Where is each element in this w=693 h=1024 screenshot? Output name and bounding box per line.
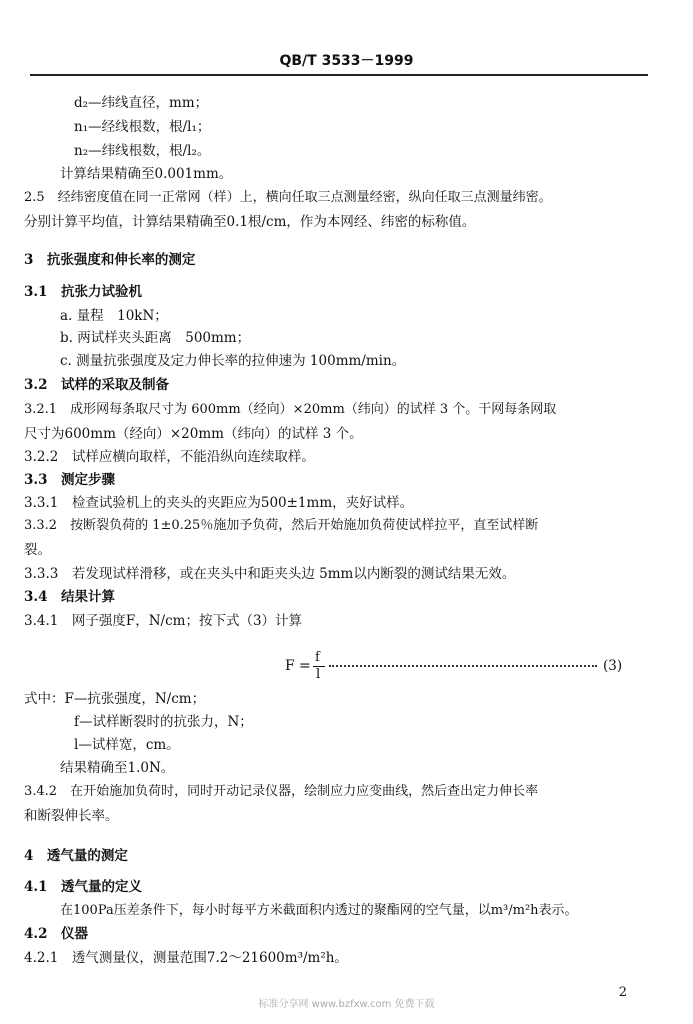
clause-4-2-1: 4.2.1 透气测量仪，测量范围7.2～21600m³/m²h。 — [24, 950, 348, 966]
text-line: n₂—纬线根数，根/l₂。 — [74, 143, 211, 159]
text-line: n₁—经线根数，根/l₁； — [74, 119, 211, 135]
standard-code-header: QB/T 3533－1999 — [279, 53, 414, 69]
clause-3-4-heading: 3.4 结果计算 — [24, 589, 115, 605]
page-number: 2 — [618, 985, 627, 1000]
text-line: 分别计算平均值，计算结果精确至0.1根/cm，作为本网经、纬密的标称值。 — [24, 214, 476, 230]
clause-3-2-heading: 3.2 试样的采取及制备 — [24, 377, 169, 393]
section-3-heading: 3 抗张强度和伸长率的测定 — [24, 252, 196, 268]
text-line: 计算结果精确至0.001mm。 — [60, 166, 233, 182]
text-line: 和断裂伸长率。 — [24, 808, 119, 824]
text-line: 式中：F—抗张强度，N/cm； — [24, 691, 206, 707]
text-line: 尺寸为600mm（经向）×20mm（纬向）的试样 3 个。 — [24, 426, 363, 442]
clause-3-1-heading: 3.1 抗张力试验机 — [24, 284, 142, 300]
clause-2-5: 2.5 经纬密度值在同一正常网（样）上，横向任取三点测量经密，纵向任取三点测量纬密。 — [24, 190, 552, 205]
clause-3-3-2: 3.3.2 按断裂负荷的 1±0.25％施加予负荷，然后开始施加负荷使试样拉平，直至试样断 — [24, 518, 539, 533]
clause-4-1-heading: 4.1 透气量的定义 — [24, 879, 142, 895]
text-line: 结果精确至1.0N。 — [60, 760, 175, 776]
header-rule — [30, 74, 648, 76]
clause-3-4-1: 3.4.1 网子强度F，N/cm；按下式（3）计算 — [24, 613, 303, 629]
clause-4-2-heading: 4.2 仪器 — [24, 926, 88, 942]
list-item: c. 测量抗张强度及定力伸长率的拉伸速为 100mm/min。 — [60, 353, 406, 369]
list-item: b. 两试样夹头距离 500mm； — [60, 330, 251, 346]
formula-equals: = — [299, 658, 311, 674]
formula-3 — [285, 650, 645, 684]
clause-3-3-3: 3.3.3 若发现试样滑移，或在夹头中和距夹头边 5mm以内断裂的测试结果无效。 — [24, 566, 516, 582]
clause-3-3-heading: 3.3 测定步骤 — [24, 472, 115, 488]
formula-denominator: l — [316, 667, 321, 682]
text-line: f—试样断裂时的抗张力，N； — [74, 714, 253, 730]
text-line: 在100Pa压差条件下，每小时每平方米截面积内透过的聚酯网的空气量，以m³/m²h表示。 — [60, 903, 578, 918]
formula-numerator: f — [315, 650, 320, 665]
text-line: d₂—纬线直径，mm； — [74, 95, 209, 111]
formula-number: (3) — [603, 658, 623, 674]
clause-3-2-2: 3.2.2 试样应横向取样，不能沿纵向连续取样。 — [24, 449, 315, 465]
clause-3-2-1: 3.2.1 成形网每条取尺寸为 600mm（经向）×20mm（纬向）的试样 3 个。干网每条网取 — [24, 402, 557, 417]
text-line: 裂。 — [24, 542, 51, 558]
dot-leader — [329, 658, 597, 667]
clause-3-3-1: 3.3.1 检查试验机上的夹头的夹距应为500±1mm，夹好试样。 — [24, 495, 414, 511]
section-4-heading: 4 透气量的测定 — [24, 848, 128, 864]
text-line: l—试样宽，cm。 — [74, 737, 180, 753]
watermark-footer: 标准分享网 www.bzfxw.com 免费下载 — [258, 999, 435, 1010]
list-item: a. 量程 10kN； — [60, 308, 168, 324]
clause-3-4-2: 3.4.2 在开始施加负荷时，同时开动记录仪器，绘制应力应变曲线，然后查出定力伸长率 — [24, 784, 539, 799]
formula-lhs: F — [285, 658, 295, 674]
